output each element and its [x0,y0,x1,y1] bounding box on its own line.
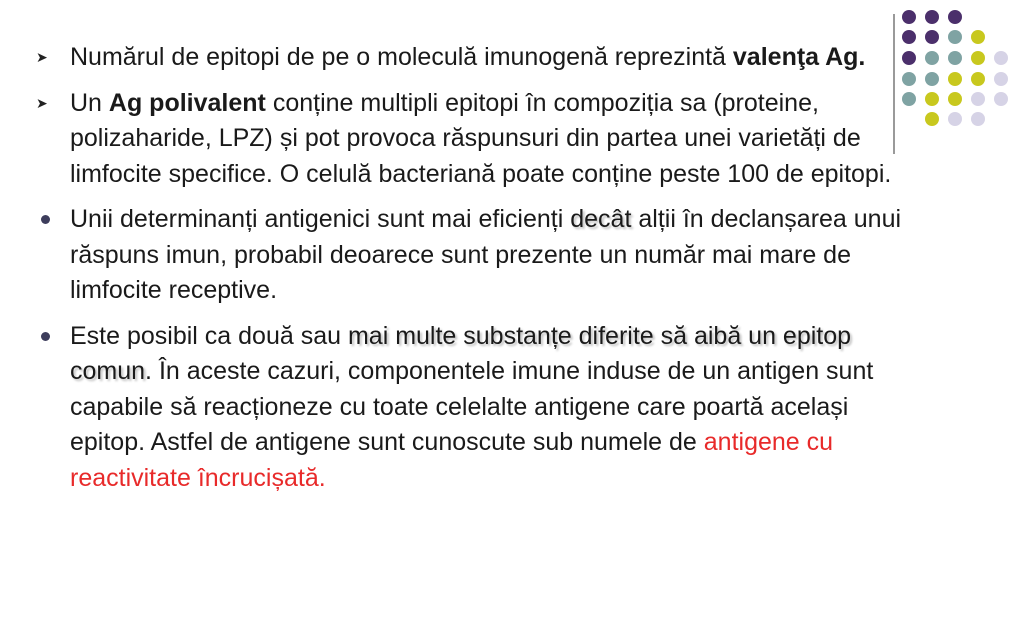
decor-dot [948,51,962,65]
slide-body [36,40,916,506]
round-bullet-icon [41,332,50,341]
arrow-bullet-icon: ➤ [36,94,48,111]
bullet-text: Numărul de epitopi de pe o moleculă imunogenă reprezintă [70,43,733,71]
round-bullet-icon [41,215,50,224]
bullet-text: conține multipli epitopi în compoziția sa (proteine, polizaharide, LPZ) și pot provoca răspunsuri din partea unei varietăți de limfocite specifice. O celulă bacteriană poate conține peste 100 de epitopi. [70,88,892,188]
bullet-polyvalent-ag [36,86,916,193]
decor-dot [925,30,939,44]
decor-dot [994,51,1008,65]
cross-reactive-antigens-highlight: antigene cu reactivitate încrucișată. [70,428,834,492]
decor-dot [948,112,962,126]
bullet-shadow-text: decât [570,205,632,233]
bullet-common-epitope [36,319,916,497]
decor-dot [994,72,1008,86]
decor-dot [925,112,939,126]
bullet-bold-text: Ag polivalent [108,88,266,117]
decor-dot [948,92,962,106]
decor-dot [925,51,939,65]
bullet-shadow-text: mai multe substanțe diferite să aibă un epitop comun [70,321,852,385]
bullet-bold-text: valenţa Ag. [732,43,866,71]
decor-dot [971,72,985,86]
decor-dot [925,10,939,24]
bullet-text: Este posibil ca două sau [70,321,348,350]
decor-dot [902,10,916,24]
arrow-bullet-icon: ➤ [36,49,48,65]
decor-dot [948,30,962,44]
bullet-text: Un [70,88,109,117]
decor-dot [971,30,985,44]
decor-dot [971,112,985,126]
decor-dot [925,72,939,86]
decor-dot [925,92,939,106]
bullet-text: Unii determinanți antigenici sunt mai eficienți [70,205,571,233]
decor-dot [971,51,985,65]
decor-dot [948,72,962,86]
decor-dot [948,10,962,24]
decor-dot [994,92,1008,106]
decor-dot [971,92,985,106]
bullet-antigenic-determinants [36,202,916,309]
bullet-text: . În aceste cazuri, componentele imune induse de un antigen sunt capabile să reacționeze cu toate celelalte antigene care poartă același epitop. Astfel de antigene sunt cunoscute sub numele de [70,357,874,456]
bullet-epitope-count [36,40,916,76]
bullet-text: alții în declanșarea unui răspuns imun, probabil deoarece sunt prezente un număr mai mare de limfocite receptive. [70,205,902,304]
